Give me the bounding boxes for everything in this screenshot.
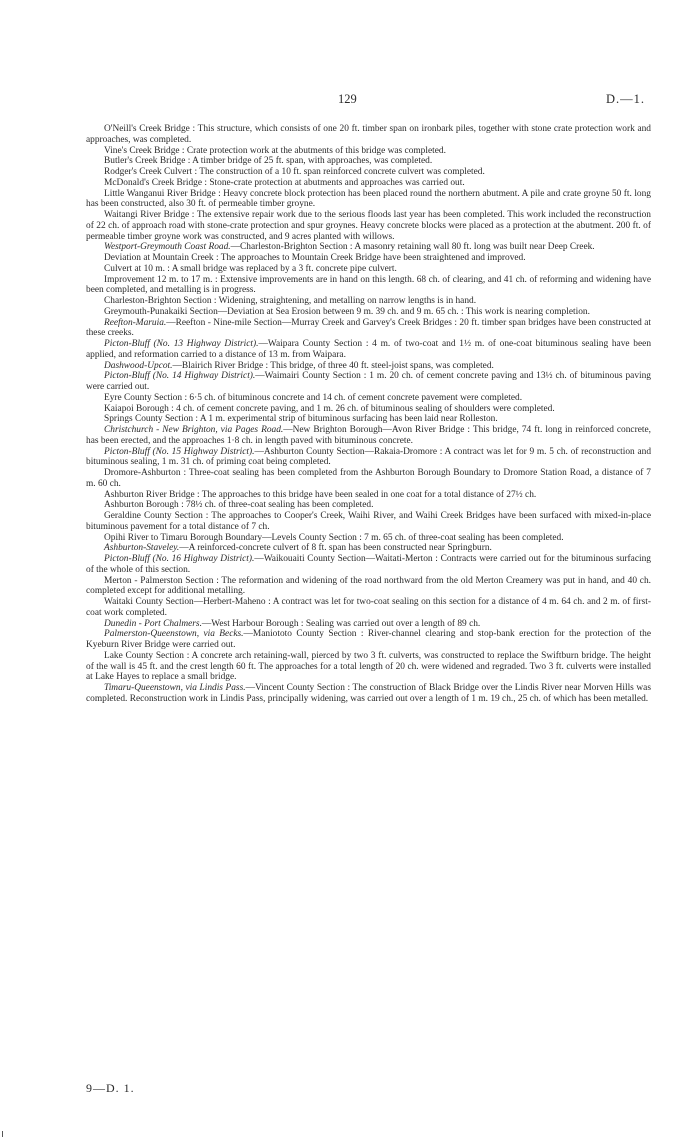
paragraph-text: —A reinforced-concrete culvert of 8 ft. span has been constructed near Springburn. [179, 543, 492, 554]
paragraph [86, 296, 651, 307]
section-heading: Reefton-Maruia. [104, 317, 167, 328]
page-number: 129 [338, 92, 357, 106]
paragraph-text: Culvert at 10 m. : A small bridge was replaced by a 3 ft. concrete pipe culvert. [104, 263, 397, 274]
paragraph [86, 404, 651, 415]
paragraph-text: Rodger's Creek Culvert : The construction of a 10 ft. span reinforced concrete culvert was completed. [104, 167, 485, 177]
printer-signature: 9—D. 1. [86, 1081, 135, 1095]
paragraph-text: Lake County Section : A concrete arch retaining-wall, pierced by two 3 ft. culverts, was constructed to replace the Swiftburn bridge. The height of the wall is 45 ft. and the crest length 60 ft. The approaches for a total length of 20 ch. were widened and regraded. Two 3 ft. culverts were installed at Lake Hayes to replace a small bridge. [86, 650, 651, 683]
paragraph [86, 189, 651, 211]
section-heading: Picton-Bluff (No. 14 Highway District). [104, 371, 256, 382]
paragraph-text: Dromore-Ashburton : Three-coat sealing has been completed from the Ashburton Borough Boundary to Dromore Station Road, a distance of 7 m. 60 ch. [86, 468, 651, 489]
paragraph [86, 597, 651, 619]
paragraph-text: Butler's Creek Bridge : A timber bridge of 25 ft. span, with approaches, was completed. [104, 156, 433, 167]
section-heading: Westport-Greymouth Coast Road. [104, 242, 231, 253]
paragraph-text: Improvement 12 m. to 17 m. : Extensive improvements are in hand on this length. 68 ch. of clearing, and 41 ch. of reforming and widening have been completed, and metalling is in progress. [86, 274, 651, 296]
paragraph [86, 447, 651, 469]
paragraph [86, 361, 651, 372]
paragraph-text: Ashburton River Bridge : The approaches to this bridge have been sealed in one coat for a total distance of 27½ ch. [104, 489, 537, 500]
paragraph-text: —Waipara County Section : 4 m. of two-coat and 1½ m. of one-coat bituminous sealing have been applied, and reformation carried to a distance of 13 m. from Waipara. [86, 339, 652, 360]
paragraph [86, 468, 651, 490]
section-heading: Picton-Bluff (No. 15 Highway District). [104, 446, 255, 457]
section-heading: Christchurch - New Brighton, via Pages Road. [104, 425, 284, 435]
paragraph-text: Vine's Creek Bridge : Crate protection work at the abutments of this bridge was completed. [104, 145, 446, 156]
paragraph [86, 371, 651, 393]
paragraph-text: Greymouth-Punakaiki Section—Deviation at Sea Erosion between 9 m. 39 ch. and 9 m. 65 ch. : This work is nearing completion. [104, 306, 590, 317]
paragraph-text: Waitaki County Section—Herbert-Maheno : A contract was let for two-coat sealing on this section for a distance of 4 m. 64 ch. and 2 m. of first-coat work completed. [86, 597, 651, 618]
paragraph [86, 253, 651, 264]
paragraph-text: Merton - Palmerston Section : The reformation and widening of the road northward from the old Merton Creamery was put in hand, and 40 ch. completed except for additional metalling. [86, 575, 651, 597]
paragraph-text: —Ashburton County Section—Rakaia-Dromore : A contract was let for 9 m. 5 ch. of reconstruction and bituminous sealing, 1 m. 31 ch. of priming coat being completed. [86, 446, 652, 468]
section-heading: Picton-Bluff (No. 13 Highway District). [104, 339, 259, 349]
paragraph [86, 339, 651, 361]
paragraph [86, 683, 651, 705]
section-heading: Timaru-Queenstown, via Lindis Pass. [104, 683, 246, 693]
section-heading: Dunedin - Port Chalmers. [104, 618, 202, 629]
margin-mark [2, 1131, 3, 1137]
paragraph-text: McDonald's Creek Bridge : Stone-crate protection at abutments and approaches was carried out. [104, 177, 465, 188]
paragraph-text: Charleston-Brighton Section : Widening, straightening, and metalling on narrow lengths is in hand. [104, 296, 477, 306]
paragraph [86, 414, 651, 425]
paragraph [86, 167, 651, 178]
paragraph-text: —Maniototo County Section : River-channel clearing and stop-bank erection for the protection of the Kyeburn River Bridge were carried out. [86, 629, 651, 650]
paragraph-text: Opihi River to Timaru Borough Boundary—Levels County Section : 7 m. 65 ch. of three-coat sealing has been completed. [104, 532, 564, 543]
paragraph [86, 543, 651, 554]
page-header [0, 92, 700, 108]
paragraph [86, 533, 651, 544]
paragraph [86, 210, 651, 242]
paragraph [86, 275, 651, 297]
paragraph-text: Ashburton Borough : 78½ ch. of three-coat sealing has been completed. [104, 500, 374, 511]
body-text [86, 124, 651, 705]
paragraph [86, 619, 651, 630]
paragraph-text: —New Brighton Borough—Avon River Bridge : This bridge, 74 ft. long in reinforced concrete, has been erected, and the approaches 1·8 ch. in length paved with bituminous concrete. [86, 425, 651, 446]
section-heading: Picton-Bluff (No. 16 Highway District). [104, 554, 255, 564]
paragraph [86, 651, 651, 683]
paragraph-text: —Blairich River Bridge : This bridge, of three 40 ft. steel-joist spans, was completed. [172, 360, 494, 371]
paragraph-text: —Reefton - Nine-mile Section—Murray Creek and Garvey's Creek Bridges : 20 ft. timber span bridges have been constructed at these creeks. [86, 317, 651, 339]
section-heading: Palmerston-Queenstown, via Becks. [104, 629, 244, 640]
paragraph-text: Springs County Section : A 1 m. experimental strip of bituminous surfacing has been laid near Rolleston. [104, 414, 498, 425]
paragraph [86, 490, 651, 501]
paragraph-text: Geraldine County Section : The approaches to Cooper's Creek, Waihi River, and Waihi Creek Bridges have been surfaced with mixed-in-place bituminous pavement for a total distance of 7 ch. [86, 511, 651, 532]
paragraph-text: Little Wanganui River Bridge : Heavy concrete block protection has been placed round the northern abutment. A pile and crate groyne 50 ft. long has been constructed, also 30 ft. of permeable timber groyne. [86, 188, 651, 210]
paragraph-text: Eyre County Section : 6·5 ch. of bituminous concrete and 14 ch. of cement concrete pavement were completed. [104, 392, 523, 403]
paragraph-text: Kaiapoi Borough : 4 ch. of cement concrete paving, and 1 m. 26 ch. of bituminous sealing of shoulders were completed. [104, 403, 555, 414]
paragraph [86, 146, 651, 157]
paragraph-text: Waitangi River Bridge : The extensive repair work due to the serious floods last year has been completed. This work included the reconstruction of 22 ch. of approach road with stone-crate protection and spur groynes. Heavy concrete blocks were placed as a protection at the abutment. 200 ft. of permeable timber groyne work was constructed, and 9 acres planted with willows. [86, 210, 651, 242]
paragraph [86, 318, 651, 340]
paragraph-text: Deviation at Mountain Creek : The approaches to Mountain Creek Bridge have been straightened and improved. [104, 253, 526, 263]
paragraph [86, 500, 651, 511]
paragraph [86, 554, 651, 576]
paragraph [86, 242, 651, 253]
paragraph [86, 264, 651, 275]
paragraph [86, 511, 651, 533]
paragraph [86, 629, 651, 651]
paragraph-text: —Waikouaiti County Section—Waitati-Merton : Contracts were carried out for the bituminous surfacing of the whole of this section. [86, 554, 651, 575]
paragraph [86, 576, 651, 598]
paragraph [86, 393, 651, 404]
paragraph-text: —Charleston-Brighton Section : A masonry retaining wall 80 ft. long was built near Deep Creek. [230, 242, 595, 253]
paragraph-text: O'Neill's Creek Bridge : This structure, which consists of one 20 ft. timber span on ironbark piles, together with stone crate protection work and approaches, was completed. [86, 124, 651, 145]
paragraph [86, 178, 651, 189]
paragraph-text: —Waimairi County Section : 1 m. 20 ch. of cement concrete paving and 13½ ch. of bituminous paving were carried out. [86, 371, 651, 392]
section-heading: Dashwood-Upcot. [104, 360, 173, 371]
paragraph [86, 307, 651, 318]
paragraph [86, 124, 651, 146]
paragraph-text: —Vincent County Section : The construction of Black Bridge over the Lindis River near Morven Hills was completed. Reconstruction work in Lindis Pass, principally widening, was carried out over a length of 1 m. 19 ch., 25 ch. of which has been metalled. [86, 683, 651, 704]
paragraph [86, 425, 651, 447]
paragraph-text: —West Harbour Borough : Sealing was carried out over a length of 89 ch. [201, 618, 481, 629]
paragraph [86, 156, 651, 167]
section-heading: Ashburton-Staveley. [104, 543, 180, 554]
document-reference: D.—1. [605, 92, 645, 106]
